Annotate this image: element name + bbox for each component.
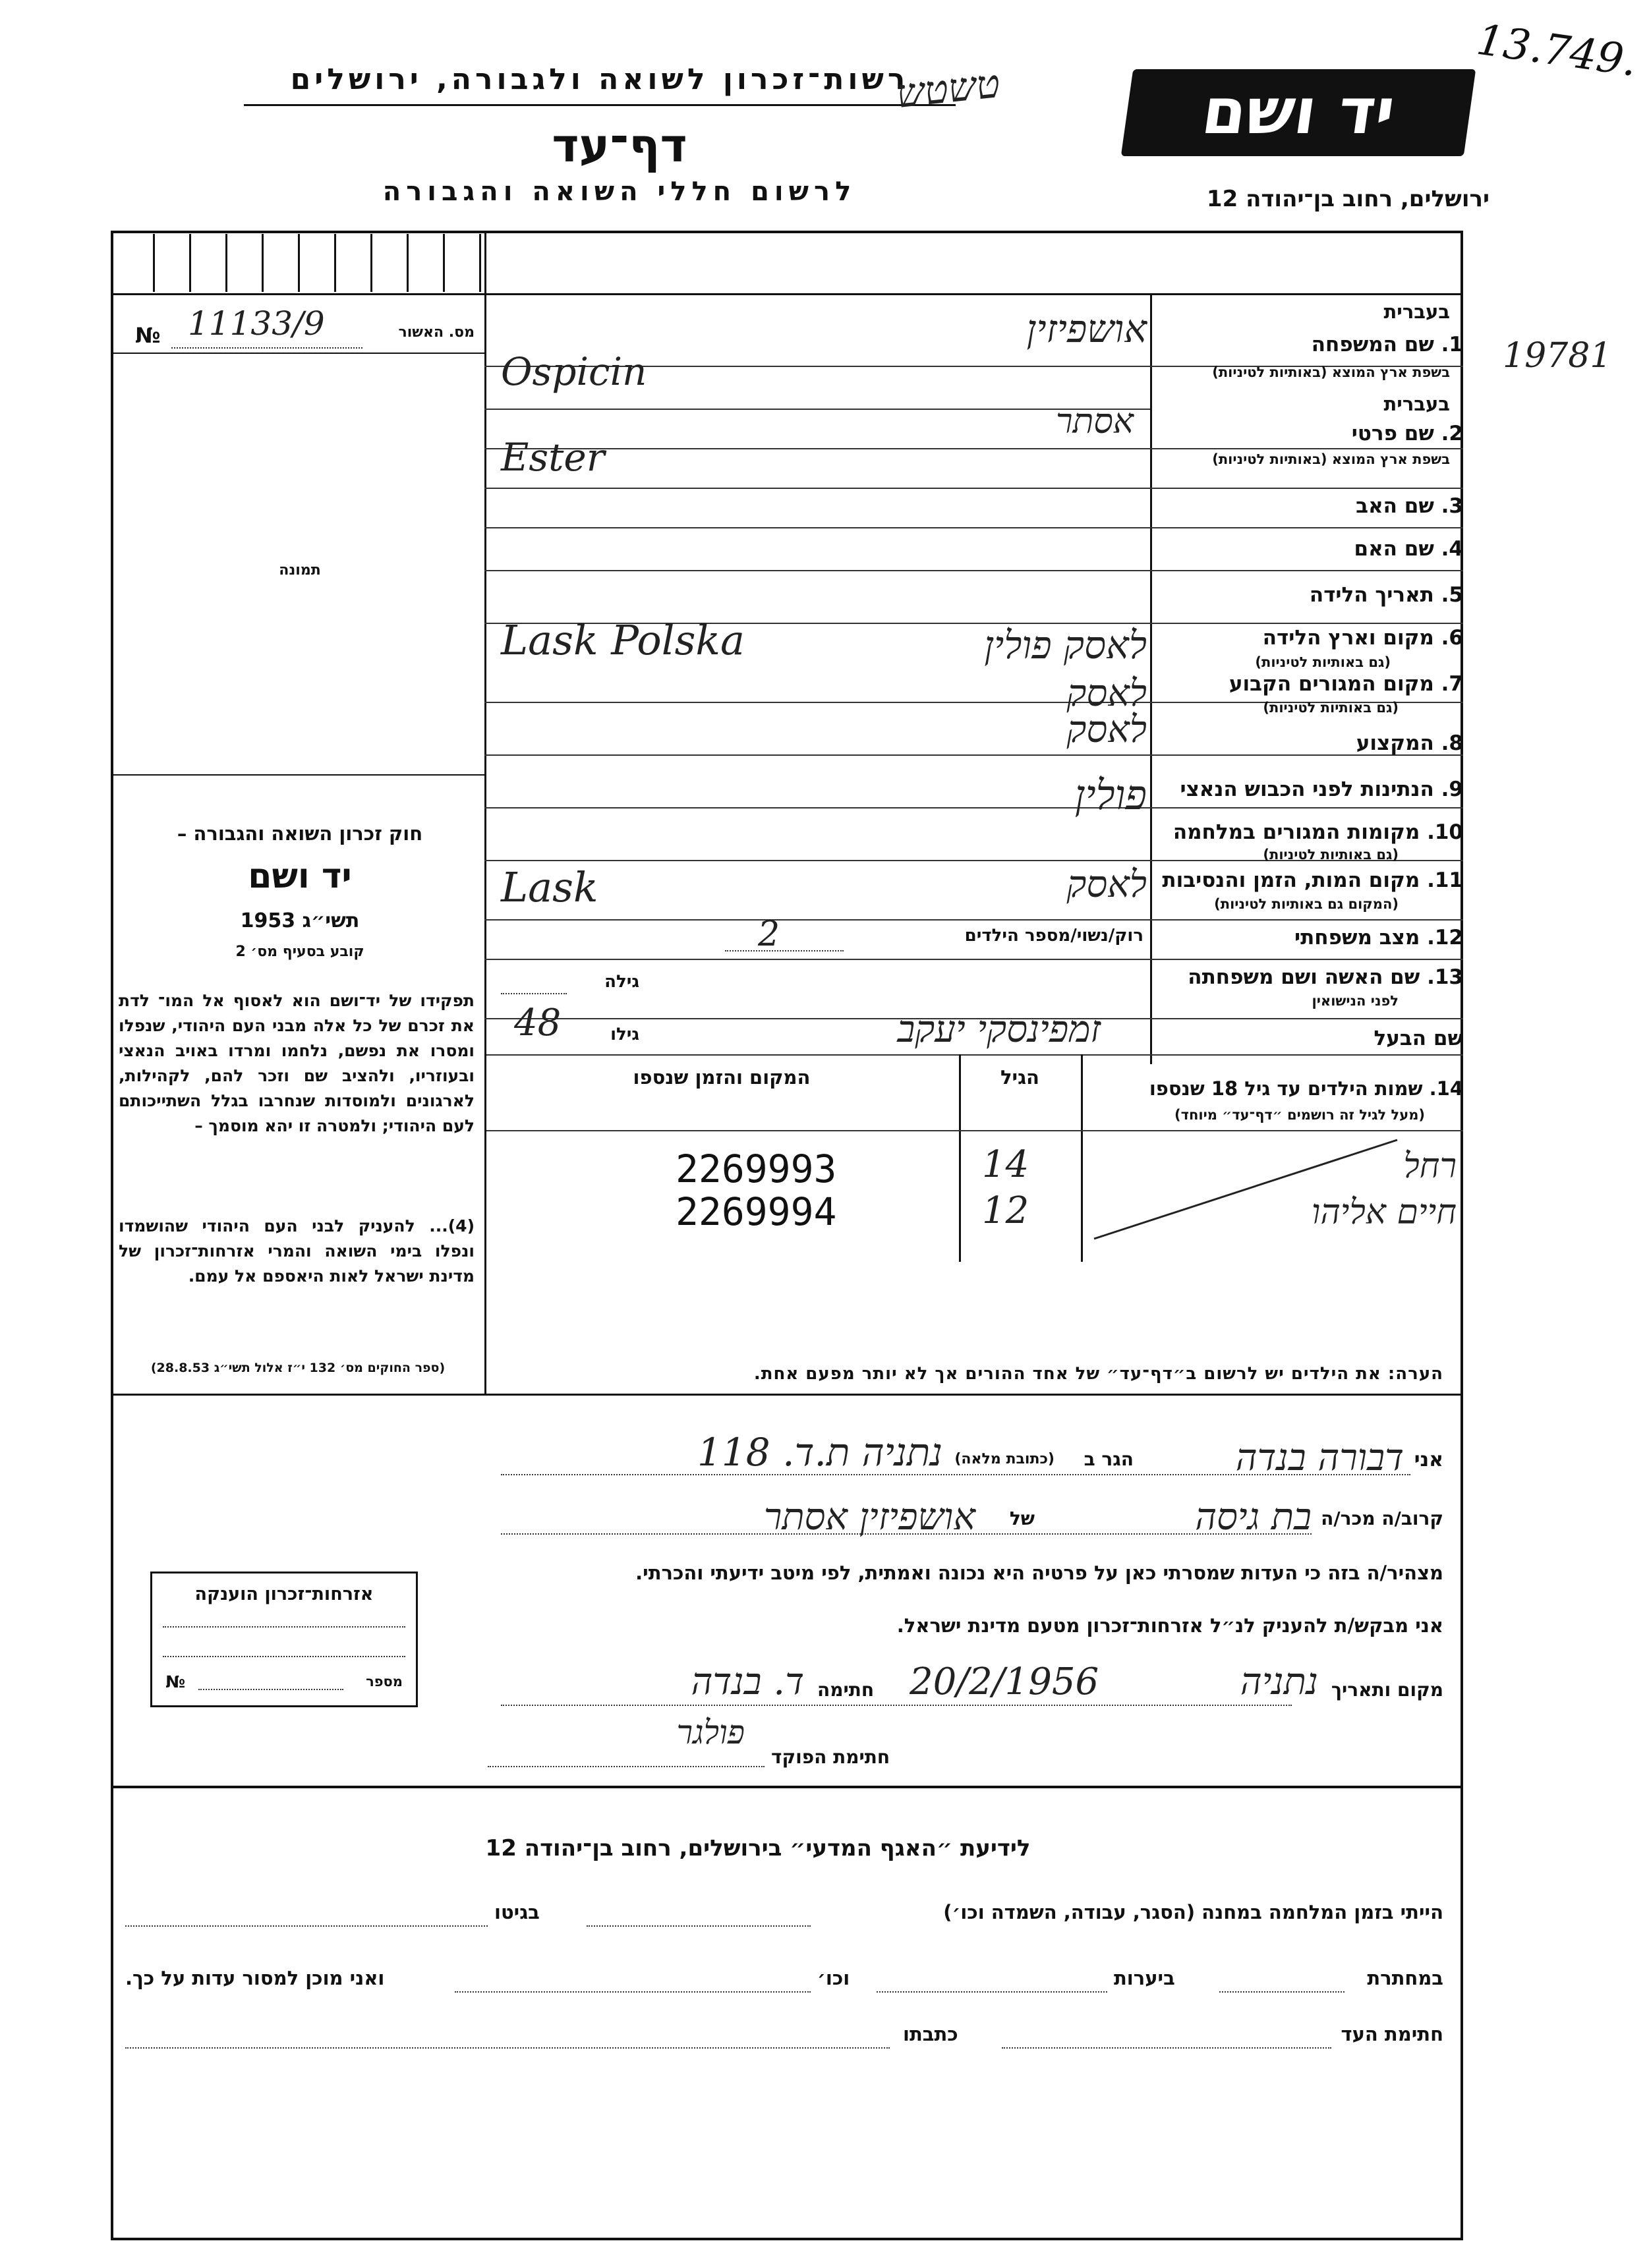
- of-label: של: [1009, 1508, 1035, 1529]
- officer-signature: פולגר: [676, 1713, 745, 1751]
- date-value: 20/2/1956: [910, 1660, 1099, 1703]
- serial-symbol: №: [135, 323, 161, 348]
- field-8-value-hebrew: לאסק: [1066, 708, 1147, 751]
- field-1-hint: בשפת ארץ המוצא (באותיות לטיניות): [1212, 364, 1450, 380]
- declaration-i-row: [488, 1430, 1443, 1483]
- full-address-label: (כתובת מלאה): [954, 1451, 1055, 1467]
- field-7-label: 7. מקום המגורים הקבוע: [1229, 672, 1463, 696]
- margin-number: 19781: [1503, 336, 1612, 376]
- field-1-label: 1. שם המשפחה: [1311, 333, 1463, 356]
- children-strike-line: [1087, 1133, 1404, 1245]
- field-1-value-latin: Ospicin: [501, 349, 647, 394]
- signature-value: ד. בנדה: [691, 1660, 804, 1703]
- relation-label: קרוב/ה מכר/ה: [1321, 1508, 1443, 1529]
- field-2-tag: בעברית: [1383, 393, 1450, 415]
- child-name: רחל: [1403, 1147, 1457, 1186]
- wife-age-label: גילה: [604, 972, 639, 992]
- photo-label: תמונה: [279, 562, 321, 579]
- marital-dots: [725, 949, 844, 951]
- handwritten-archive-number: 13.749.: [1474, 15, 1640, 86]
- officer-label: חתימת הפוקד: [771, 1746, 890, 1768]
- field-9-label: 9. הנתינות לפני הכבוש הנאצי: [1180, 778, 1463, 801]
- declaration-place-date-row: [488, 1660, 1443, 1713]
- authority-underline: [244, 104, 956, 106]
- children-bottom-line: [111, 1394, 1463, 1396]
- field-11-label: 11. מקום המות, הזמן והנסיבות: [1162, 868, 1463, 892]
- field-2-hint: בשפת ארץ המוצא (באותיות לטיניות): [1212, 451, 1450, 467]
- field-13-label-text: שם האשה ושם משפחתה: [1188, 965, 1420, 989]
- field-11-hint: (המקום גם באותיות לטיניות): [1214, 896, 1399, 912]
- law-name: יד ושם: [248, 857, 352, 896]
- logo-text: יד ושם: [1198, 74, 1400, 148]
- children-note: (מעל לגיל זה רושמים ״דף־עד״ מיוחד): [1174, 1107, 1425, 1123]
- field-9-value-hebrew: פולין: [1074, 771, 1147, 819]
- field-6-label: 6. מקום וארץ הלידה: [1262, 626, 1463, 650]
- footer-camp-label: הייתי בזמן המלחמה במחנה (הסגר, עבודה, השמדה וכו׳): [943, 1901, 1443, 1923]
- footer-line-1: [125, 1901, 1443, 1934]
- field-2-value-latin: Ester: [501, 435, 605, 480]
- field-3-label: 3. שם האב: [1356, 494, 1463, 518]
- field-1-tag: בעברית: [1383, 300, 1450, 323]
- field-5-label: 5. תאריך הלידה: [1309, 583, 1463, 607]
- photo-area: [119, 359, 481, 768]
- footer-address-label: כתבתו: [903, 2023, 958, 2045]
- field-9-label-text: הנתינות לפני הכבוש הנאצי: [1180, 778, 1434, 801]
- children-title-text: שמות הילדים עד גיל 18 שנספו: [1149, 1077, 1423, 1100]
- field-1-label-text: שם המשפחה: [1311, 333, 1434, 356]
- place-date-label: מקום ותאריך: [1331, 1679, 1443, 1701]
- yad-vashem-logo: [1121, 69, 1476, 156]
- child-name: חיים אליהו: [1312, 1193, 1457, 1232]
- citizenship-number-label: מספר: [366, 1674, 403, 1689]
- footer-underground-label: במחתרת: [1367, 1967, 1443, 1989]
- field-4-label-text: שם האם: [1354, 537, 1434, 561]
- field-7-value-hebrew: לאסק: [1066, 672, 1147, 715]
- serial-value: 11133/9: [188, 304, 325, 343]
- declaration-statement-2: אני מבקש/ת להעניק לנ״ל אזרחות־זכרון מטעם מדינת ישראל.: [896, 1614, 1443, 1637]
- field-10-hint: (גם באותיות לטיניות): [1263, 847, 1399, 863]
- marital-line: רוק/נשוי/מספר הילדים: [964, 926, 1143, 946]
- declaration-bottom-line: [111, 1786, 1463, 1788]
- footer-forests-label: ביערות: [1114, 1967, 1175, 1989]
- law-text-1: תפקידו של יד־ושם הוא לאסוף אל המו־ לדת את זכרם של כל אלה מבני העם היהודי, שנפלו ומסרו את נפשם, נלחמו ומרדו באויב הנאצי ובעוזריו, ולהציב שם וזכר להם, לקהילות, לארגונים ולמוסדות שנחרבו בגלל השתייכותם לעם היהודי; ולמטרה זו יהא מוסמך –: [119, 991, 475, 1135]
- child-age: 12: [982, 1189, 1029, 1232]
- serial-row-line: [111, 353, 484, 354]
- field-13-label: 13. שם האשה ושם משפחתה: [1188, 965, 1463, 989]
- field-2-value-hebrew: אסתר: [1055, 402, 1134, 441]
- field-12-label: 12. מצב משפחתי: [1294, 926, 1463, 950]
- children-col-age-header: הגיל: [1000, 1066, 1039, 1089]
- field-4-label: 4. שם האם: [1354, 537, 1463, 561]
- declaration-relation-row: [488, 1496, 1443, 1542]
- declaration-statement-1: מצהיר/ה בזה כי העדות שמסרתי כאן על פרטיה היא נכונה ואמתית, לפי מיטב ידיעתי והכרתי.: [635, 1562, 1443, 1584]
- field-11-value-latin: Lask: [501, 863, 598, 911]
- field-11-label-text: מקום המות, הזמן והנסיבות: [1162, 868, 1420, 892]
- officer-row: [488, 1713, 1147, 1772]
- law-year: תשי״ג 1953: [240, 909, 360, 932]
- footer-etc-label: וכו׳: [817, 1967, 850, 1989]
- of-value: אושפיזין אסתר: [763, 1496, 975, 1539]
- declarant-name: דבורה בנדה: [1235, 1436, 1404, 1479]
- place-value: נתניה: [1240, 1660, 1318, 1703]
- field-6-hint: (גם באותיות לטיניות): [1255, 654, 1391, 670]
- footer-title: לידיעת ״האגף המדעי״ בירושלים, רחוב בן־יהודה 12: [485, 1835, 1031, 1861]
- field-6-label-text: מקום וארץ הלידה: [1262, 626, 1434, 650]
- footer-ghetto-label: בגיטו: [494, 1901, 540, 1923]
- husband-age-label: גילו: [610, 1025, 639, 1044]
- law-title: חוק זכרון השואה והגבורה –: [177, 822, 423, 845]
- resides-label: הגר ב: [1084, 1448, 1134, 1470]
- field-5-label-text: תאריך הלידה: [1309, 583, 1434, 607]
- law-clause: קובע בסעיף מס׳ 2: [235, 944, 364, 960]
- citizenship-title: אזרחות־זכרון הוענקה: [194, 1584, 374, 1604]
- i-label: אני: [1414, 1448, 1443, 1471]
- form-title: דף־עד: [552, 119, 687, 173]
- field-8-label: 8. המקצוע: [1356, 731, 1463, 755]
- child-age: 14: [982, 1143, 1029, 1186]
- children-col-place-header: המקום והזמן שנספו: [633, 1066, 811, 1089]
- child-place: 2269993: [676, 1147, 837, 1191]
- footer-witness-signature-label: חתימת העד: [1341, 2023, 1443, 2045]
- field-12-label-text: מצב משפחתי: [1294, 926, 1420, 950]
- authority-name: רשות־זכרון לשואה ולגבורה, ירושלים: [290, 63, 910, 96]
- child-place: 2269994: [676, 1189, 837, 1234]
- children-header-line: [484, 1130, 1463, 1131]
- declarant-address: נתניה ת.ד. 118: [697, 1430, 942, 1475]
- husband-value: זמפינסקי יעקב: [897, 1008, 1101, 1051]
- handwritten-scribble: טשטש: [894, 60, 1002, 118]
- citizenship-box: [150, 1572, 418, 1707]
- field-6-value-hebrew: לאסק פולין: [984, 623, 1147, 667]
- label-column-divider: [1150, 293, 1152, 1064]
- field-2-label-text: שם פרטי: [1351, 422, 1434, 445]
- field-10-label-text: מקומות המגורים במלחמה: [1172, 820, 1420, 844]
- footer-line-2: [125, 1967, 1443, 2000]
- law-source: (ספר החוקים מס׳ 132 י״ז אלול תשי״ג 28.8.53): [150, 1361, 446, 1375]
- top-strip-bottom: [111, 293, 1463, 295]
- children-left-border: [484, 1054, 486, 1394]
- citizenship-number-symbol: №: [165, 1672, 186, 1691]
- field-7-hint: (גם באותיות לטיניות): [1263, 700, 1399, 716]
- field-12-value: 2: [758, 915, 780, 954]
- serial-label: מס. האשור: [398, 324, 475, 341]
- law-text-2: (4)... להעניק לבני העם היהודי שהושמדו ונפלו בימי השואה והמרי אזרחות־זכרון של מדינת ישראל לאות היאספם אל עמם.: [119, 1216, 475, 1286]
- footer-ready-label: ואני מוכן למסור עדות על כך.: [125, 1967, 385, 1989]
- footer-line-3: [125, 2023, 1443, 2056]
- remark-text: הערה: את הילדים יש לרשום ב״דף־עד״ של אחד ההורים אך לא יותר מפעם אחת.: [753, 1364, 1443, 1384]
- office-address: ירושלים, רחוב בן־יהודה 12: [1206, 186, 1490, 212]
- field-7-label-text: מקום המגורים הקבוע: [1229, 672, 1434, 696]
- field-11-value-hebrew: לאסק: [1066, 863, 1147, 906]
- field-3-label-text: שם האב: [1356, 494, 1434, 518]
- field-13-hint: לפני הנישואין: [1312, 993, 1399, 1009]
- form-subtitle: לרשום חללי השואה והגבורה: [382, 177, 857, 207]
- field-2-label: 2. שם פרטי: [1351, 422, 1463, 445]
- children-title: 14. שמות הילדים עד גיל 18 שנספו: [1149, 1077, 1463, 1100]
- serial-line: [171, 346, 362, 349]
- relation-value: בת גיסה: [1195, 1496, 1312, 1539]
- field-8-label-text: המקצוע: [1356, 731, 1434, 755]
- field-6-value-latin: Lask Polska: [501, 616, 745, 664]
- wife-age-dots: [501, 992, 567, 994]
- field-10-label: 10. מקומות המגורים במלחמה: [1172, 820, 1463, 844]
- signature-label: חתימה: [817, 1679, 875, 1701]
- husband-label: שם הבעל: [1374, 1027, 1463, 1050]
- photo-bottom-line: [111, 774, 484, 776]
- top-strip-boxes: [119, 234, 481, 292]
- field-1-value-hebrew: אושפיזין: [1026, 306, 1147, 351]
- husband-age-value: 48: [514, 1002, 562, 1044]
